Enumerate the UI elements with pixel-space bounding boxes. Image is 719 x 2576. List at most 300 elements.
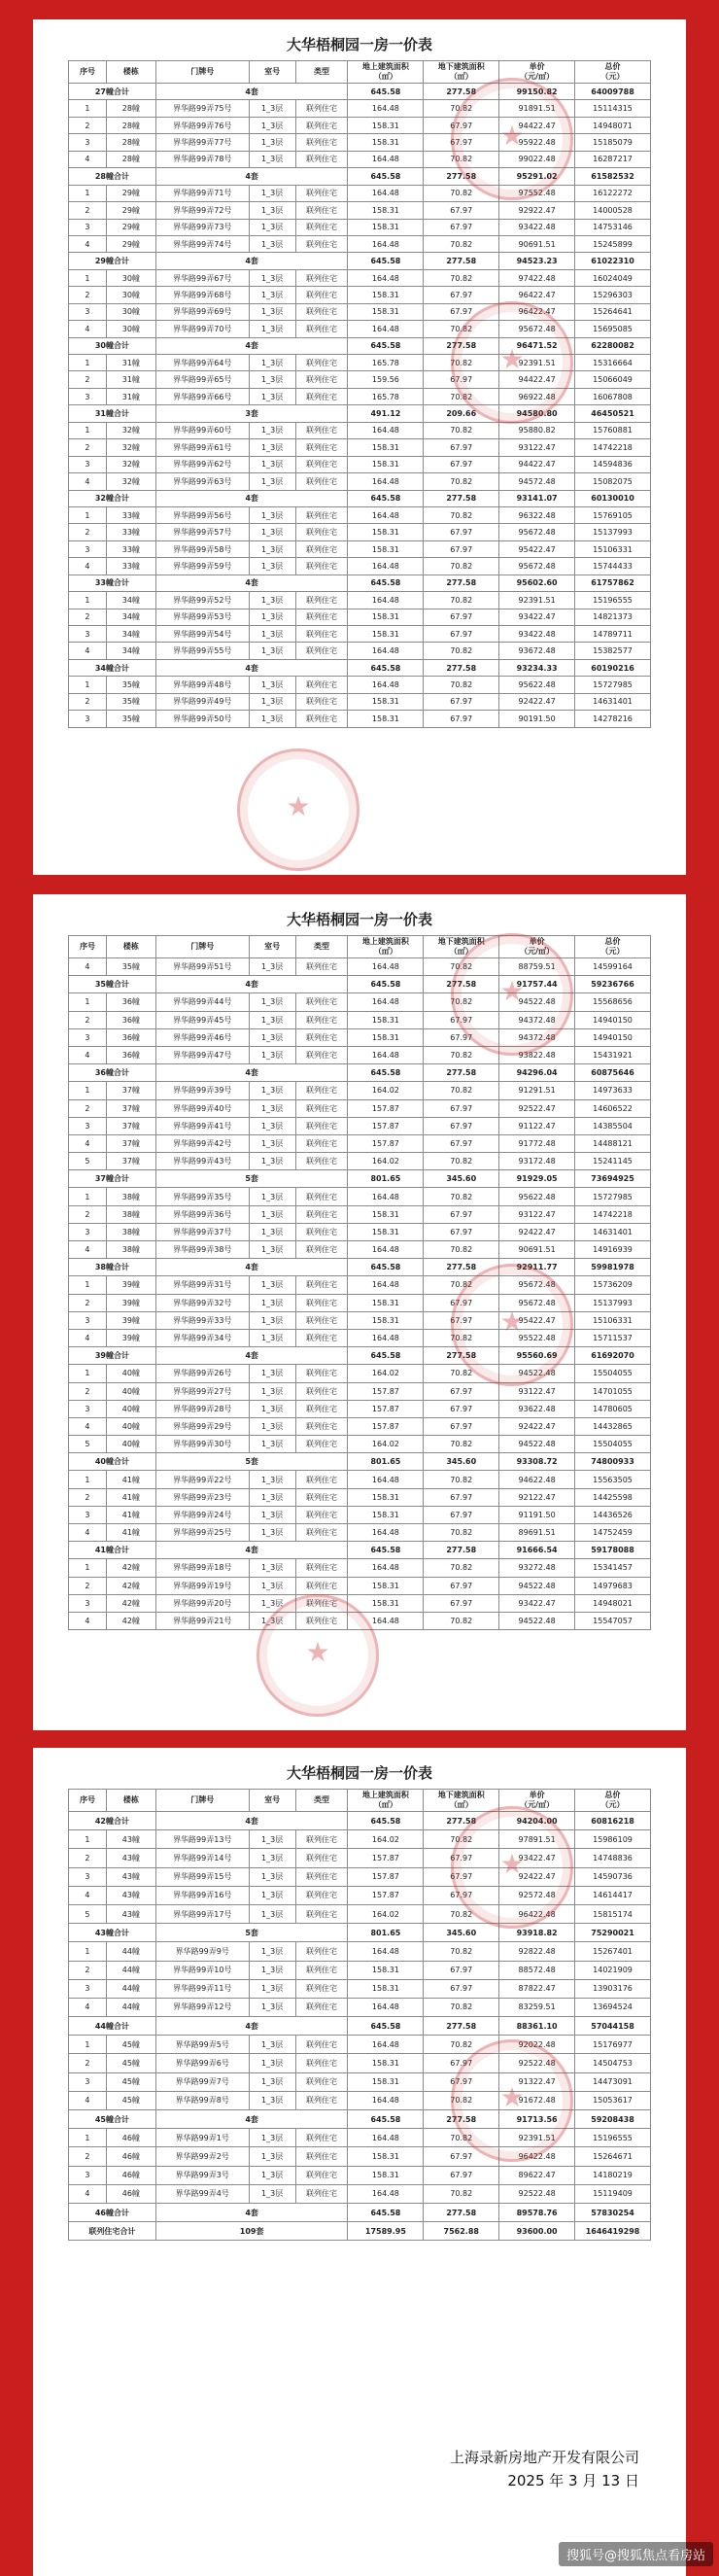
cell-tot: 15137993 <box>575 524 651 540</box>
cell-u: 277.58 <box>424 2110 499 2129</box>
cell-k: 联列住宅 <box>295 2036 348 2054</box>
cell-k: 联列住宅 <box>295 1417 348 1435</box>
cell-k: 联列住宅 <box>295 303 348 320</box>
cell-m: 界华路99弄25号 <box>155 1524 249 1542</box>
cell-p: 92922.47 <box>499 202 575 219</box>
cell-u: 67.97 <box>424 1961 499 1979</box>
cell-u: 70.82 <box>424 1241 499 1259</box>
cell-a: 158.31 <box>348 1577 424 1594</box>
cell-tot: 14385504 <box>575 1117 651 1134</box>
cell-p: 95622.48 <box>499 1188 575 1205</box>
cell-tot: 15196555 <box>575 2129 651 2147</box>
cell-a: 164.48 <box>348 677 424 693</box>
cell-p: 94572.48 <box>499 473 575 490</box>
table-row <box>69 388 651 404</box>
cell-m: 界华路99弄51号 <box>155 958 249 976</box>
cell-b: 36幢 <box>106 1046 155 1063</box>
column-header: 门牌号 <box>155 1790 249 1812</box>
table-row <box>69 1979 651 1998</box>
cell-i: 2 <box>69 202 107 219</box>
cell-p: 93308.72 <box>499 1453 575 1471</box>
cell-b: 30幢 <box>106 269 155 286</box>
cell-p: 94522.48 <box>499 1365 575 1382</box>
cell-b: 37幢合计 <box>69 1170 156 1188</box>
issue-date: 2025 年 3 月 13 日 <box>507 2472 639 2489</box>
cell-k: 联列住宅 <box>295 473 348 490</box>
cell-b: 30幢 <box>106 303 155 320</box>
cell-a: 17589.95 <box>348 2222 424 2241</box>
cell-p: 95622.48 <box>499 677 575 693</box>
cell-tot: 15727985 <box>575 677 651 693</box>
cell-b: 43幢 <box>106 1867 155 1886</box>
cell-k: 联列住宅 <box>295 1488 348 1506</box>
cell-m: 界华路99弄35号 <box>155 1188 249 1205</box>
cell-m: 界华路99弄39号 <box>155 1082 249 1099</box>
cell-r: 1_3层 <box>249 693 295 710</box>
column-header: 室号 <box>249 936 295 958</box>
cell-b: 39幢 <box>106 1276 155 1294</box>
cell-u: 67.97 <box>424 287 499 303</box>
cell-k: 联列住宅 <box>295 2129 348 2147</box>
cell-tot: 15547057 <box>575 1612 651 1629</box>
cell-k: 联列住宅 <box>295 2054 348 2072</box>
price-sheet-2 <box>33 894 686 1730</box>
cell-u: 67.97 <box>424 134 499 151</box>
cell-i: 3 <box>69 303 107 320</box>
cell-p: 96422.48 <box>499 2147 575 2166</box>
cell-u: 70.82 <box>424 1276 499 1294</box>
cell-p: 95422.47 <box>499 1311 575 1329</box>
cell-u: 70.82 <box>424 506 499 523</box>
cell-k: 联列住宅 <box>295 235 348 252</box>
cell-k: 联列住宅 <box>295 2072 348 2091</box>
cell-r: 1_3层 <box>249 1830 295 1849</box>
cell-p: 88759.51 <box>499 958 575 976</box>
cell-u: 67.97 <box>424 1382 499 1400</box>
cell-b: 43幢 <box>106 1849 155 1867</box>
page-title: 大华梧桐园一房一价表 <box>286 1764 432 1782</box>
cell-a: 164.48 <box>348 2184 424 2203</box>
cell-a: 157.87 <box>348 1849 424 1867</box>
cell-n: 4套 <box>155 976 348 993</box>
cell-b: 42幢 <box>106 1612 155 1629</box>
subtotal-row <box>69 405 651 422</box>
cell-m: 界华路99弄2号 <box>155 2147 249 2166</box>
cell-r: 1_3层 <box>249 524 295 540</box>
cell-tot: 60130010 <box>575 490 651 506</box>
cell-a: 645.58 <box>348 1542 424 1559</box>
cell-r: 1_3层 <box>249 1524 295 1542</box>
cell-n: 5套 <box>155 1924 348 1942</box>
cell-b: 28幢 <box>106 134 155 151</box>
subtotal-row <box>69 2203 651 2221</box>
cell-b: 42幢合计 <box>69 1812 156 1830</box>
cell-r: 1_3层 <box>249 1886 295 1904</box>
cell-m: 界华路99弄67号 <box>155 269 249 286</box>
cell-k: 联列住宅 <box>295 1099 348 1117</box>
cell-n: 3套 <box>155 405 348 422</box>
cell-a: 158.31 <box>348 711 424 727</box>
cell-tot: 15760881 <box>575 422 651 438</box>
cell-b: 36幢 <box>106 1028 155 1046</box>
cell-a: 164.48 <box>348 2129 424 2147</box>
cell-i: 1 <box>69 1471 107 1488</box>
table-row <box>69 1886 651 1904</box>
cell-u: 277.58 <box>424 337 499 354</box>
table-row <box>69 1524 651 1542</box>
cell-r: 1_3层 <box>249 1241 295 1259</box>
cell-r: 1_3层 <box>249 677 295 693</box>
cell-a: 158.31 <box>348 134 424 151</box>
cell-i: 2 <box>69 1961 107 1979</box>
cell-a: 158.31 <box>348 609 424 625</box>
cell-r: 1_3层 <box>249 1471 295 1488</box>
cell-u: 70.82 <box>424 151 499 167</box>
cell-m: 界华路99弄4号 <box>155 2184 249 2203</box>
cell-b: 41幢 <box>106 1524 155 1542</box>
cell-i: 4 <box>69 2091 107 2109</box>
cell-b: 36幢 <box>106 1011 155 1028</box>
cell-u: 67.97 <box>424 117 499 133</box>
cell-p: 93672.48 <box>499 643 575 659</box>
cell-k: 联列住宅 <box>295 151 348 167</box>
cell-a: 157.87 <box>348 1886 424 1904</box>
column-header: 室号 <box>249 1790 295 1812</box>
cell-b: 31幢 <box>106 388 155 404</box>
cell-a: 801.65 <box>348 1924 424 1942</box>
cell-b: 28幢合计 <box>69 168 156 185</box>
cell-m: 界华路99弄23号 <box>155 1488 249 1506</box>
cell-p: 93141.07 <box>499 490 575 506</box>
cell-b: 41幢合计 <box>69 1542 156 1559</box>
cell-k: 联列住宅 <box>295 1329 348 1346</box>
table-row <box>69 1471 651 1488</box>
price-table <box>68 1789 651 2241</box>
cell-a: 157.87 <box>348 1099 424 1117</box>
cell-tot: 59208438 <box>575 2110 651 2129</box>
table-row <box>69 1311 651 1329</box>
cell-u: 70.82 <box>424 422 499 438</box>
cell-i: 1 <box>69 2129 107 2147</box>
cell-p: 93622.48 <box>499 1400 575 1417</box>
cell-tot: 16024049 <box>575 269 651 286</box>
cell-u: 67.97 <box>424 1011 499 1028</box>
cell-i: 3 <box>69 2072 107 2091</box>
cell-a: 164.48 <box>348 151 424 167</box>
cell-b: 29幢 <box>106 235 155 252</box>
cell-r: 1_3层 <box>249 540 295 557</box>
cell-a: 157.87 <box>348 1400 424 1417</box>
cell-i: 1 <box>69 185 107 201</box>
cell-m: 界华路99弄43号 <box>155 1153 249 1170</box>
cell-u: 67.97 <box>424 1886 499 1904</box>
cell-p: 90691.51 <box>499 235 575 252</box>
cell-i: 3 <box>69 219 107 235</box>
cell-b: 41幢 <box>106 1506 155 1523</box>
cell-a: 645.58 <box>348 2017 424 2036</box>
cell-tot: 16122272 <box>575 185 651 201</box>
cell-p: 93172.48 <box>499 1153 575 1170</box>
cell-i: 2 <box>69 1099 107 1117</box>
cell-b: 38幢 <box>106 1241 155 1259</box>
cell-p: 92022.48 <box>499 2036 575 2054</box>
cell-u: 67.97 <box>424 524 499 540</box>
cell-p: 93422.48 <box>499 219 575 235</box>
cell-a: 164.48 <box>348 422 424 438</box>
cell-m: 界华路99弄44号 <box>155 993 249 1011</box>
cell-a: 645.58 <box>348 1347 424 1365</box>
cell-tot: 14916939 <box>575 1241 651 1259</box>
cell-i: 5 <box>69 1153 107 1170</box>
subtotal-row <box>69 574 651 591</box>
cell-b: 34幢合计 <box>69 659 156 676</box>
table-row <box>69 693 651 710</box>
cell-tot: 15137993 <box>575 1294 651 1311</box>
cell-u: 70.82 <box>424 1365 499 1382</box>
cell-a: 158.31 <box>348 524 424 540</box>
cell-i: 1 <box>69 1082 107 1099</box>
cell-u: 70.82 <box>424 2036 499 2054</box>
cell-a: 157.87 <box>348 1382 424 1400</box>
cell-u: 67.97 <box>424 1849 499 1867</box>
cell-k: 联列住宅 <box>295 1998 348 2016</box>
table-row <box>69 1594 651 1612</box>
cell-tot: 14594836 <box>575 456 651 472</box>
cell-u: 70.82 <box>424 185 499 201</box>
table-row <box>69 609 651 625</box>
cell-a: 164.02 <box>348 1436 424 1453</box>
cell-p: 99022.48 <box>499 151 575 167</box>
cell-b: 43幢合计 <box>69 1924 156 1942</box>
cell-u: 70.82 <box>424 677 499 693</box>
cell-m: 界华路99弄9号 <box>155 1942 249 1961</box>
cell-p: 91929.05 <box>499 1170 575 1188</box>
table-row <box>69 1223 651 1240</box>
cell-u: 277.58 <box>424 574 499 591</box>
price-sheet-1 <box>33 19 686 875</box>
cell-a: 164.48 <box>348 235 424 252</box>
cell-i: 2 <box>69 439 107 456</box>
cell-m: 界华路99弄33号 <box>155 1311 249 1329</box>
cell-r: 1_3层 <box>249 592 295 609</box>
cell-a: 164.02 <box>348 1365 424 1382</box>
cell-tot: 14180219 <box>575 2166 651 2184</box>
cell-i: 2 <box>69 2147 107 2166</box>
cell-k: 联列住宅 <box>295 2147 348 2166</box>
cell-n: 4套 <box>155 574 348 591</box>
cell-r: 1_3层 <box>249 1046 295 1063</box>
cell-m: 界华路99弄12号 <box>155 1998 249 2016</box>
cell-i: 2 <box>69 371 107 388</box>
cell-tot: 15986109 <box>575 1830 651 1849</box>
cell-u: 277.58 <box>424 2203 499 2221</box>
cell-tot: 15267401 <box>575 1942 651 1961</box>
cell-b: 43幢 <box>106 1904 155 1923</box>
cell-tot: 64009788 <box>575 84 651 100</box>
cell-b: 35幢 <box>106 711 155 727</box>
table-row <box>69 1904 651 1923</box>
cell-p: 96471.52 <box>499 337 575 354</box>
table-row <box>69 202 651 219</box>
cell-p: 91891.51 <box>499 100 575 117</box>
cell-tot: 14614417 <box>575 1886 651 1904</box>
table-row <box>69 100 651 117</box>
table-row <box>69 2147 651 2166</box>
cell-u: 70.82 <box>424 355 499 371</box>
cell-r: 1_3层 <box>249 1417 295 1435</box>
cell-i: 1 <box>69 1559 107 1577</box>
cell-r: 1_3层 <box>249 1028 295 1046</box>
cell-r: 1_3层 <box>249 1188 295 1205</box>
cell-a: 158.31 <box>348 1311 424 1329</box>
cell-b: 39幢合计 <box>69 1347 156 1365</box>
column-header: 总价 （元） <box>575 1790 651 1812</box>
table-header-row <box>69 61 651 84</box>
cell-m: 界华路99弄70号 <box>155 321 249 337</box>
cell-r: 1_3层 <box>249 1979 295 1998</box>
cell-k: 联列住宅 <box>295 185 348 201</box>
table-header-row <box>69 936 651 958</box>
cell-b: 35幢合计 <box>69 976 156 993</box>
table-row <box>69 1849 651 1867</box>
cell-r: 1_3层 <box>249 558 295 574</box>
cell-b: 35幢 <box>106 958 155 976</box>
cell-k: 联列住宅 <box>295 1188 348 1205</box>
cell-u: 70.82 <box>424 958 499 976</box>
cell-k: 联列住宅 <box>295 287 348 303</box>
cell-m: 界华路99弄13号 <box>155 1830 249 1849</box>
cell-m: 界华路99弄78号 <box>155 151 249 167</box>
table-row <box>69 1046 651 1063</box>
cell-a: 158.31 <box>348 693 424 710</box>
cell-p: 96422.47 <box>499 287 575 303</box>
cell-i: 4 <box>69 643 107 659</box>
cell-u: 70.82 <box>424 1830 499 1849</box>
cell-i: 3 <box>69 1400 107 1417</box>
cell-i: 2 <box>69 524 107 540</box>
cell-u: 70.82 <box>424 1082 499 1099</box>
cell-k: 联列住宅 <box>295 1046 348 1063</box>
cell-u: 67.97 <box>424 371 499 388</box>
cell-tot: 60190216 <box>575 659 651 676</box>
cell-m: 界华路99弄6号 <box>155 2054 249 2072</box>
cell-p: 93272.48 <box>499 1559 575 1577</box>
table-row <box>69 2036 651 2054</box>
cell-u: 70.82 <box>424 558 499 574</box>
cell-tot: 14590736 <box>575 1867 651 1886</box>
cell-i: 1 <box>69 677 107 693</box>
cell-i: 3 <box>69 456 107 472</box>
cell-a: 164.48 <box>348 1612 424 1629</box>
cell-k: 联列住宅 <box>295 1886 348 1904</box>
cell-i: 2 <box>69 1849 107 1867</box>
table-row <box>69 1559 651 1577</box>
cell-u: 70.82 <box>424 993 499 1011</box>
cell-a: 645.58 <box>348 574 424 591</box>
cell-u: 67.97 <box>424 2072 499 2091</box>
table-row <box>69 626 651 643</box>
cell-tot: 61582532 <box>575 168 651 185</box>
cell-i: 1 <box>69 2036 107 2054</box>
cell-p: 94580.80 <box>499 405 575 422</box>
cell-a: 164.48 <box>348 506 424 523</box>
cell-p: 97422.48 <box>499 269 575 286</box>
subtotal-row <box>69 84 651 100</box>
cell-b: 34幢 <box>106 592 155 609</box>
cell-tot: 15106331 <box>575 540 651 557</box>
cell-r: 1_3层 <box>249 2054 295 2072</box>
cell-k: 联列住宅 <box>295 1942 348 1961</box>
cell-b: 46幢合计 <box>69 2203 156 2221</box>
cell-a: 645.58 <box>348 2110 424 2129</box>
cell-r: 1_3层 <box>249 1365 295 1382</box>
cell-u: 70.82 <box>424 1559 499 1577</box>
cell-b: 32幢 <box>106 456 155 472</box>
column-header: 门牌号 <box>155 61 249 84</box>
cell-tot: 14631401 <box>575 1223 651 1240</box>
cell-k: 联列住宅 <box>295 693 348 710</box>
cell-a: 164.48 <box>348 1188 424 1205</box>
cell-p: 97891.51 <box>499 1830 575 1849</box>
cell-k: 联列住宅 <box>295 1961 348 1979</box>
cell-i: 1 <box>69 1188 107 1205</box>
cell-r: 1_3层 <box>249 993 295 1011</box>
cell-p: 94522.48 <box>499 1577 575 1594</box>
cell-tot: 61692070 <box>575 1347 651 1365</box>
cell-b: 43幢 <box>106 1830 155 1849</box>
cell-p: 93122.47 <box>499 1205 575 1223</box>
cell-k: 联列住宅 <box>295 388 348 404</box>
cell-p: 87822.47 <box>499 1979 575 1998</box>
cell-tot: 14021909 <box>575 1961 651 1979</box>
cell-r: 1_3层 <box>249 1117 295 1134</box>
cell-p: 95422.47 <box>499 540 575 557</box>
cell-r: 1_3层 <box>249 473 295 490</box>
cell-u: 67.97 <box>424 1506 499 1523</box>
cell-k: 联列住宅 <box>295 321 348 337</box>
cell-a: 164.48 <box>348 2091 424 2109</box>
column-header: 总价 （元） <box>575 936 651 958</box>
cell-m: 界华路99弄15号 <box>155 1867 249 1886</box>
cell-p: 95560.69 <box>499 1347 575 1365</box>
cell-k: 联列住宅 <box>295 677 348 693</box>
cell-i: 2 <box>69 1382 107 1400</box>
price-table <box>68 935 651 1630</box>
cell-tot: 14940150 <box>575 1028 651 1046</box>
cell-u: 67.97 <box>424 2054 499 2072</box>
cell-u: 70.82 <box>424 1436 499 1453</box>
cell-m: 界华路99弄14号 <box>155 1849 249 1867</box>
cell-m: 界华路99弄34号 <box>155 1329 249 1346</box>
cell-u: 67.97 <box>424 2147 499 2166</box>
cell-tot: 14789711 <box>575 626 651 643</box>
table-row <box>69 2166 651 2184</box>
cell-tot: 15382577 <box>575 643 651 659</box>
cell-k: 联列住宅 <box>295 1223 348 1240</box>
cell-b: 28幢 <box>106 151 155 167</box>
cell-p: 93422.47 <box>499 1594 575 1612</box>
cell-tot: 73694925 <box>575 1170 651 1188</box>
column-header: 楼栋 <box>106 1790 155 1812</box>
table-row <box>69 2184 651 2203</box>
subtotal-row <box>69 1170 651 1188</box>
cell-b: 45幢 <box>106 2054 155 2072</box>
table-body <box>69 958 651 1630</box>
cell-tot: 59236766 <box>575 976 651 993</box>
cell-tot: 15264671 <box>575 2147 651 2166</box>
cell-a: 801.65 <box>348 1453 424 1471</box>
table-row <box>69 473 651 490</box>
